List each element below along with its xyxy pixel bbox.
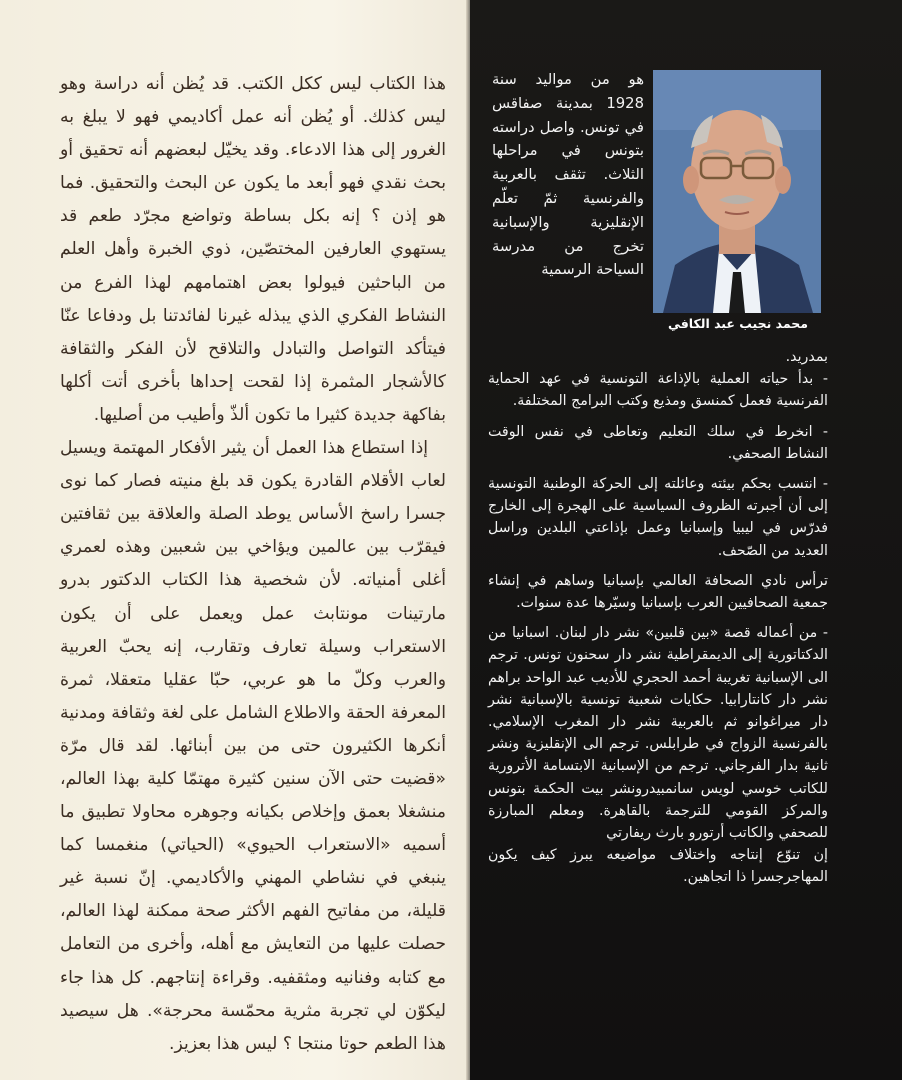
bio-item: - من أعماله قصة «بين قلبين» نشر دار لبنان. اسبانيا من الدكتاتورية إلى الديمقراطية نشر دار سحنون تونس. ترجم الى الإسبانية تغريبة أحمد الحجري للأديب عبد الواحد براهم نشر دار كانتارابيا. حكايات شعبية تونسية بالإسبانية نشر دار ميراغوانو ثم بالعربية نشر دار المغرب الإسلامي. بالفرنسية الزواج في طرابلس. ترجم الى الإنقليزية ونشر ثانية بدار الفرجاني. ترجم من الإسبانية الابتسامة الأترورية للكاتب خوسي لويس سانمبيدرونشر بيت الحكمة بتونس والمركز القومي للترجمة بالقاهرة. ومعلم المبارزة للصحفي والكاتب أرتورو بارث ريفارتي [488, 625, 828, 842]
blurb-text [60, 68, 446, 1061]
bio-item: - انخرط في سلك التعليم وتعاطى في نفس الوقت النشاط الصحفي. [488, 423, 828, 462]
bio-item: ترأس نادي الصحافة العالمي بإسبانيا وساهم في إنشاء جمعية الصحافيين العرب بإسبانيا وسيّرها عدة سنوات. [488, 572, 828, 612]
author-photo [653, 70, 821, 313]
author-name-caption: محمد نجيب عبد الكافي [667, 316, 809, 331]
bio-item: إن تنوّع إنتاجه واختلاف مواضيعه يبرز كيف يكون المهاجرجسرا ذا اتجاهين. [488, 847, 828, 886]
blurb-paragraph-1: هذا الكتاب ليس ككل الكتب. قد يُظن أنه دراسة وهو ليس كذلك. أو يُظن أنه عمل أكاديمي فهو لا يبلغ به الغرور إلى هذا الادعاء. وقد يخيّل لبعضهم أنه تحقيق أو بحث نقدي فهو أبعد ما يكون عن البحث والتحقيق. فما هو إذن ؟ إنه بكل بساطة وتواضع مجرّد طعم قد يستهوي العارفين المختصّين، ذوي الخبرة وأهل العلم من الباحثين فيولوا بعض اهتمامهم لهذا الفرع من النشاط الفكري الذي يبذله غيرنا لفائدتنا بل ودفاعا عنّا فيتأكد التواصل والتبادل والتلاقح لأن الفكر والثقافة كالأشجار المثمرة إذا لقحت إحداها بأخرى أتت أكلها بفاكهة جديدة كثيرا ما تكون ألذّ وأطيب من أصليها. [60, 74, 446, 425]
author-biography [488, 346, 828, 889]
blurb-paragraph-2: إذا استطاع هذا العمل أن يثير الأفكار المهتمة ويسيل لعاب الأقلام القادرة يكون قد بلغ منيته فصار كما نوى جسرا راسخ الأساس يوطد الصلة والعلاقة بين ثقافتين فيقرّب بين عالمين ويؤاخي بين شعبين وهذه لعمري أغلى أمنياته. لأن شخصية هذا الكتاب الدكتور بدرو مارتينات مونتابث عمل ويعمل على أن يكون الاستعراب وسيلة تعارف وتقارب، إنه يحبّ العربية والعرب وكلّ ما هو عربي، حبّا عقليا متعقلا، ثمرة المعرفة الحقة والاطلاع الشامل على لغة وثقافة ومدنية أنكرها الكثيرون حتى من بين أبنائها. لقد قال مرّة «قضيت حتى الآن سنين كثيرة مهتمّا كلية بهذا العالم، منشغلا بعمق وإخلاص بكيانه وجوهره محاولا تطبيق ما أسميه «الاستعراب الحيوي» (الحياتي) منغمسا كما ينبغي في نشاطي المهني والأكاديمي. إنّ نسبة غير قليلة، من مفاتيح الفهم الأكثر صحة ممكنة لهذا العالم، حصلت عليها من التعايش مع أهله، وأخرى من التعامل مع كتابه وفنانيه ومثقفيه. وقراءة إنتاجهم. كل هذا جاء ليكوّن لي تجربة مثرية محمّسة محرجة». هل سيصيد هذا الطعم حوتا منتجا ؟ ليس هذا بعزيز. [60, 438, 446, 1054]
author-intro [492, 68, 644, 282]
bio-item: - انتسب بحكم بيئته وعائلته إلى الحركة الوطنية التونسية إلى أن أجبرته الظروف السياسية على الهجرة إلى الخارج فدرّس في ليبيا وإسبانيا وعمل بإذاعتي البلدين وراسل العديد من الصّحف. [488, 476, 828, 559]
author-intro-text: هو من مواليد سنة 1928 بمدينة صفاقس في تونس. واصل دراسته بتونس في مراحلها الثلاث. تثقف بالعربية والفرنسية ثمّ تعلّم الإنقليزية والإسبانية تخرج من مدرسة السياحة الرسمية [492, 71, 644, 279]
author-intro-end: بمدريد. [785, 349, 828, 365]
bio-item: - بدأ حياته العملية بالإذاعة التونسية في عهد الحماية الفرنسية فعمل كمنسق ومذيع وكتب البرامج المختلفة. [488, 371, 828, 410]
